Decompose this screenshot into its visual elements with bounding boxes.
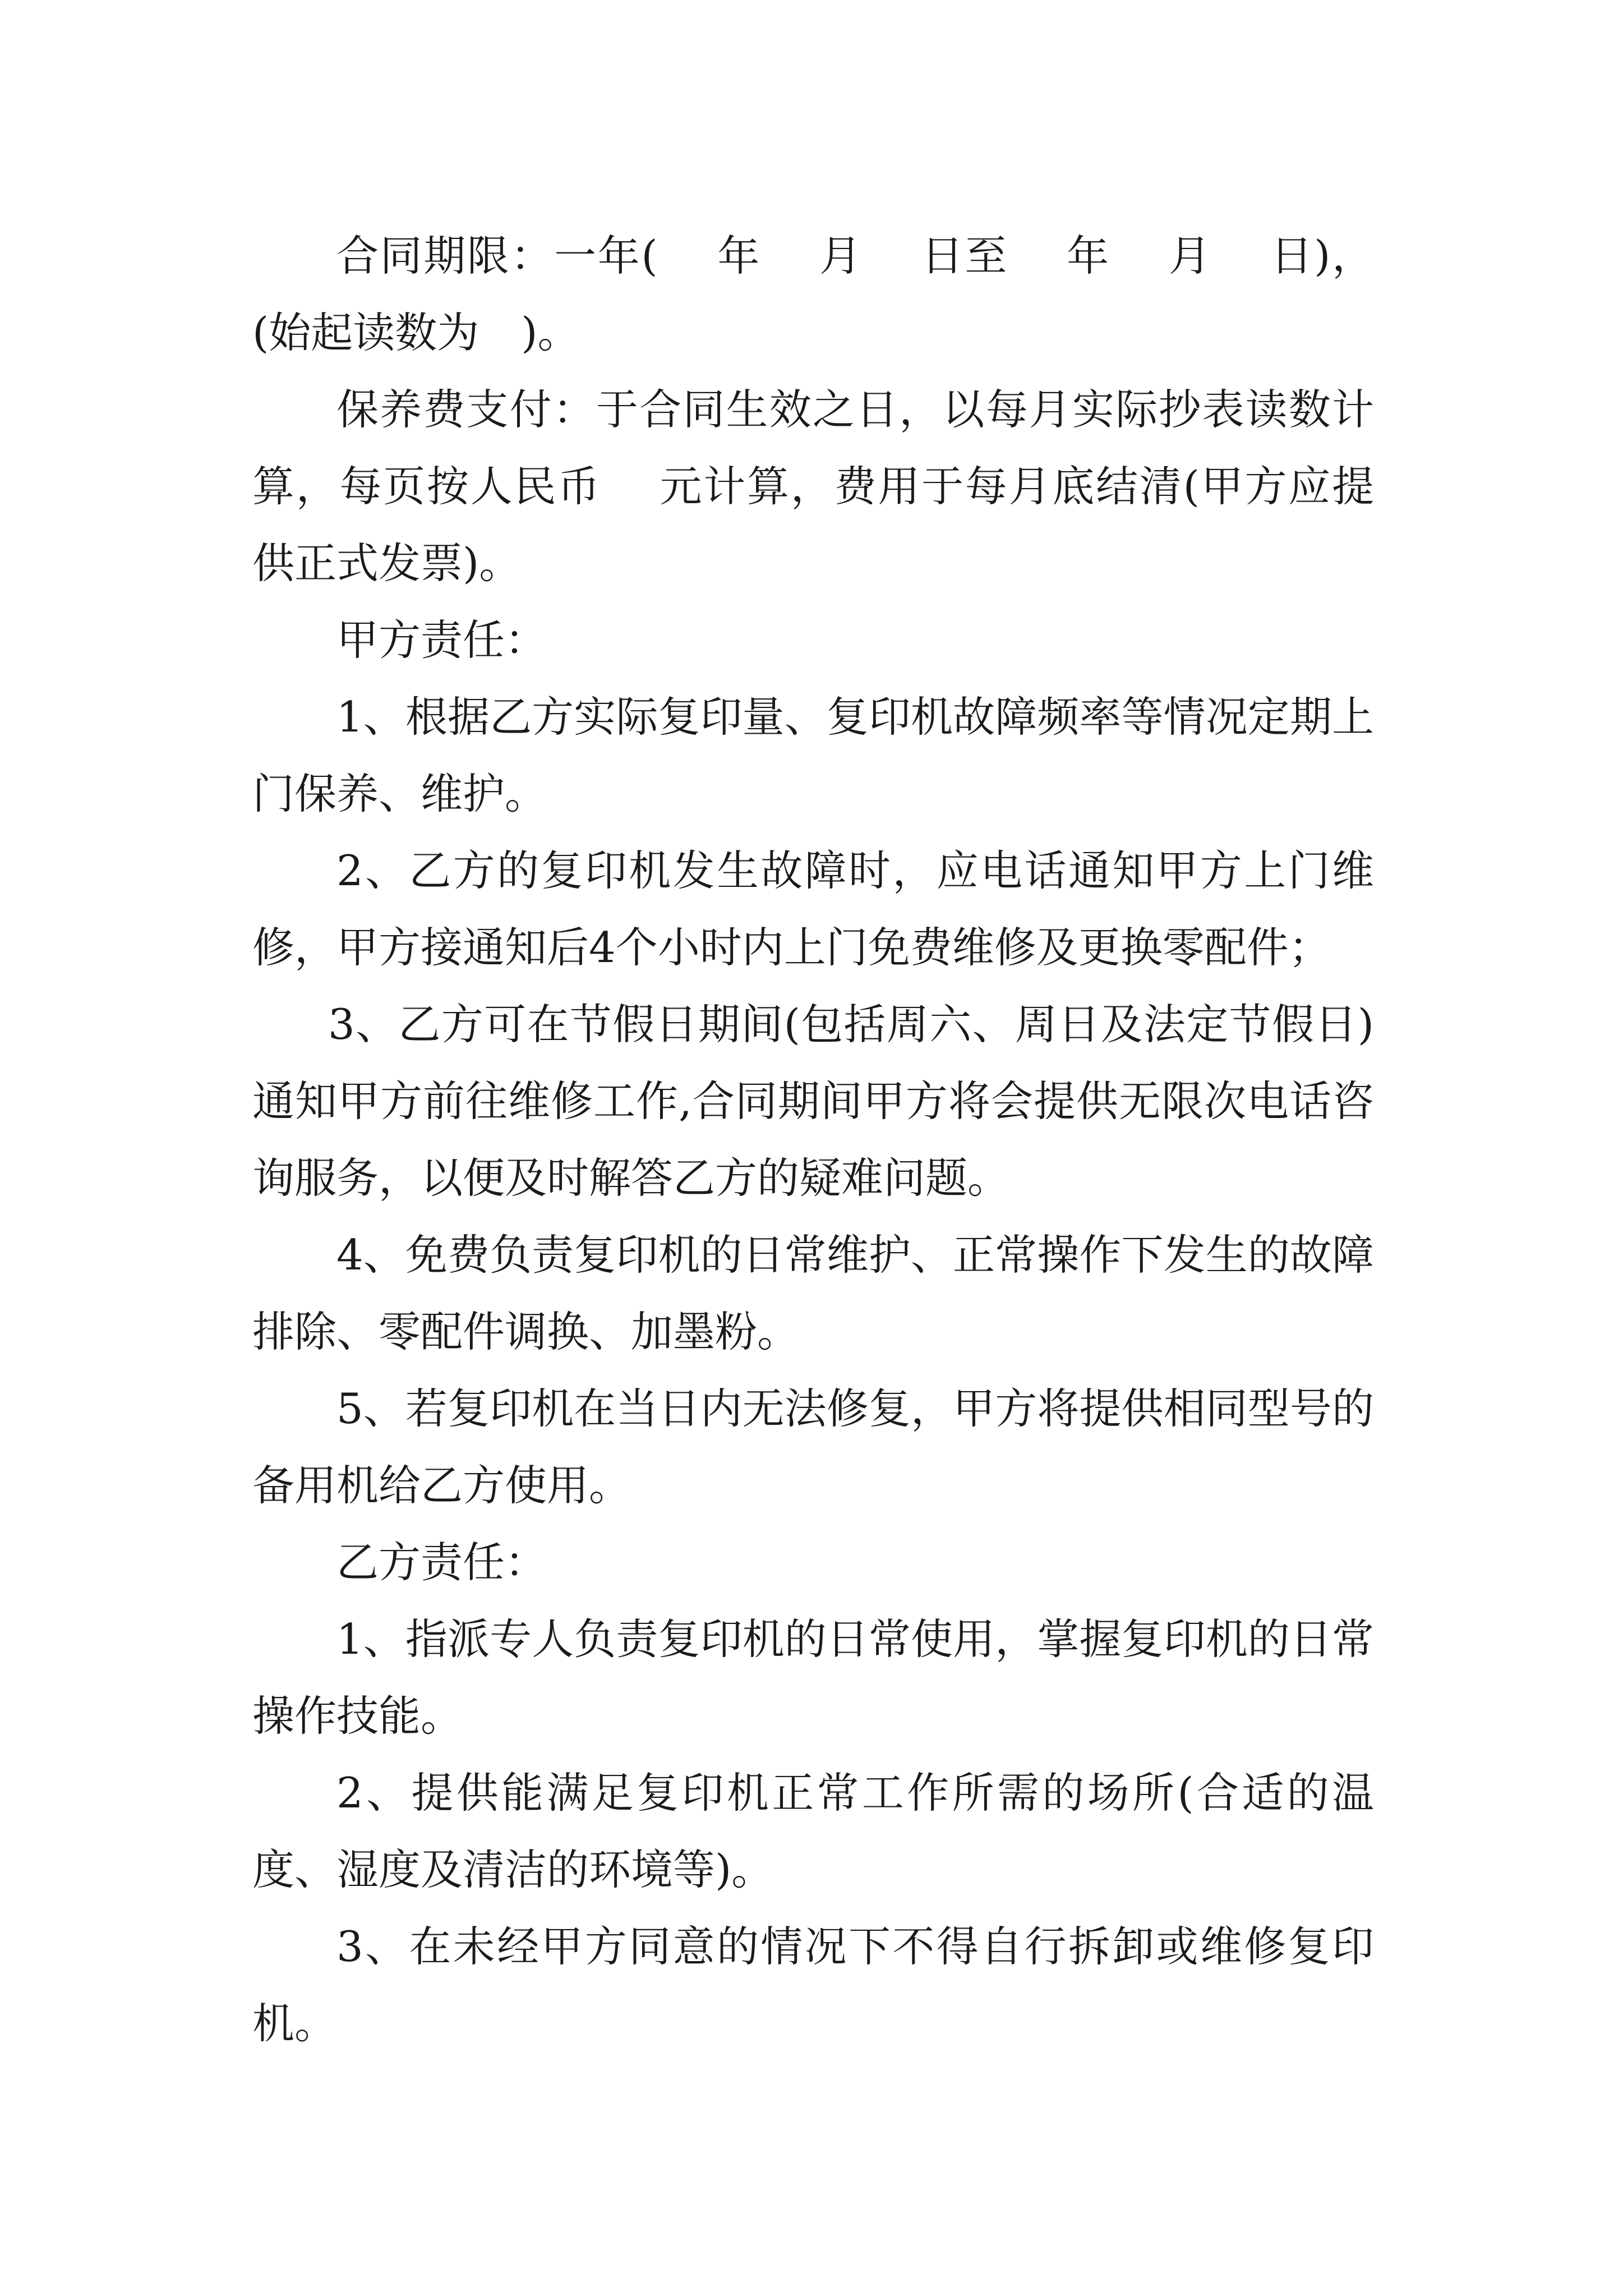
- party-a-item-4: 4、免费负责复印机的日常维护、正常操作下发生的故障排除、零配件调换、加墨粉。: [252, 1230, 1374, 1356]
- party-b-heading: 乙方责任：: [336, 1538, 547, 1587]
- party-b-item-1: 1、指派专人负责复印机的日常使用，掌握复印机的日常操作技能。: [252, 1614, 1374, 1741]
- party-b-item-2: 2、提供能满足复印机正常工作所需的场所(合适的温度、湿度及清洁的环境等)。: [252, 1768, 1374, 1894]
- contract-term-paragraph: 合同期限：一年( 年 月 日至 年 月 日)，(始起读数为 )。: [252, 231, 1374, 357]
- party-a-item-2: 2、乙方的复印机发生故障时，应电话通知甲方上门维修，甲方接通知后4个小时内上门免费维修及更换零配件；: [252, 846, 1374, 972]
- document-body: [252, 218, 1374, 2062]
- party-a-heading: 甲方责任：: [336, 615, 547, 665]
- party-a-item-1: 1、根据乙方实际复印量、复印机故障频率等情况定期上门保养、维护。: [252, 692, 1374, 818]
- party-a-item-3: 3、乙方可在节假日期间(包括周六、周日及法定节假日)通知甲方前往维修工作,合同期间甲方将会提供无限次电话咨询服务，以便及时解答乙方的疑难问题。: [252, 1000, 1374, 1203]
- maintenance-fee-paragraph: 保养费支付：于合同生效之日，以每月实际抄表读数计算，每页按人民币 元计算，费用于每月底结清(甲方应提供正式发票)。: [252, 385, 1374, 588]
- party-a-item-5: 5、若复印机在当日内无法修复，甲方将提供相同型号的备用机给乙方使用。: [252, 1384, 1374, 1510]
- party-b-item-3: 3、在未经甲方同意的情况下不得自行拆卸或维修复印机。: [252, 1922, 1374, 2048]
